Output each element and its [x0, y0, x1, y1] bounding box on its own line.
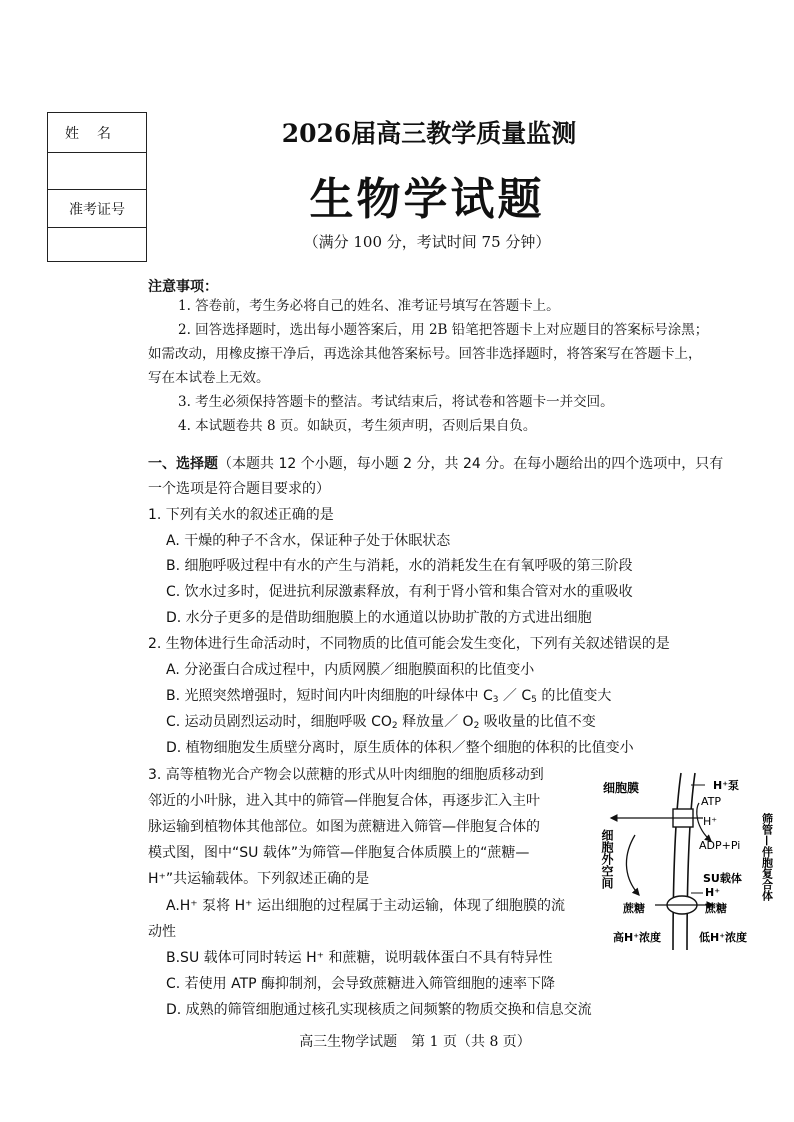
subject-title: 生物学试题: [309, 174, 545, 225]
notice-heading: 注意事项：: [148, 279, 218, 295]
membrane-right-line: [687, 773, 695, 950]
notice-item-3: 3. 考生必须保持答题卡的整洁。考试结束后，将试卷和答题卡一并交回。: [178, 394, 614, 410]
notice-item-2-line2: 如需改动，用橡皮擦干净后，再选涂其他答案标号。回答非选择题时，将答案写在答题卡上，: [148, 346, 702, 362]
q1-option-a: A. 干燥的种子不含水，保证种子处于休眠状态: [166, 533, 451, 549]
q3-option-a-line2: 动性: [148, 924, 176, 940]
sucrose-transport-figure: [595, 765, 785, 955]
q1-stem: 1. 下列有关水的叙述正确的是: [148, 507, 334, 523]
fig-h2-label: H⁺: [705, 886, 721, 899]
section-1-line1: [148, 451, 723, 477]
section-1-line2: 一个选项是符合题目要求的）: [148, 481, 330, 497]
section-1-desc: （本题共 12 个小题，每小题 2 分，共 24 分。在每小题给出的四个选项中，只有: [218, 456, 724, 472]
q3-stem-line1: 3. 高等植物光合产物会以蔗糖的形式从叶肉细胞的细胞质移动到: [148, 767, 544, 783]
fig-pump-label: H⁺泵: [713, 779, 740, 792]
ticket-label: 准考证号: [48, 190, 146, 228]
notice-item-1: 1. 答卷前，考生务必将自己的姓名、准考证号填写在答题卡上。: [178, 298, 560, 314]
q3-option-a-line1: A.H⁺ 泵将 H⁺ 运出细胞的过程属于主动运输，体现了细胞膜的流: [166, 898, 565, 914]
notice-item-4: 4. 本试题卷共 8 页。如缺页，考生须声明，否则后果自负。: [178, 418, 537, 434]
fig-low-h-label: 低H⁺浓度: [699, 931, 748, 944]
q1-option-b: B. 细胞呼吸过程中有水的产生与消耗，水的消耗发生在有氧呼吸的第三阶段: [166, 558, 633, 574]
fig-outside-label: 细胞外空间: [600, 829, 614, 889]
fig-sucrose-left-label: 蔗糖: [623, 902, 645, 915]
notice-item-2-line1: 2. 回答选择题时，选出每小题答案后，用 2B 铅笔把答题卡上对应题目的答案标号涂黑；: [178, 322, 709, 338]
page-footer: 高三生物学试题 第 1 页（共 8 页）: [299, 1034, 531, 1050]
q3-stem-line2: 邻近的小叶脉，进入其中的筛管—伴胞复合体，再逐步汇入主叶: [148, 793, 540, 809]
q3-option-b: B.SU 载体可同时转运 H⁺ 和蔗糖，说明载体蛋白不具有特异性: [166, 950, 553, 966]
q2-option-d: D. 植物细胞发生质壁分离时，原生质体的体积／整个细胞的体积的比值变小: [166, 740, 634, 756]
q2-option-b: B. 光照突然增强时，短时间内叶肉细胞的叶绿体中 $C_3$ ／ $C_5$ 的比值变大: [166, 688, 612, 705]
diffusion-arrow: [626, 835, 639, 895]
q1-option-d: D. 水分子更多的是借助细胞膜上的水通道以协助扩散的方式进出细胞: [166, 610, 592, 626]
q3-stem-line4: 模式图，图中“SU 载体”为筛管—伴胞复合体质膜上的“蔗糖—: [148, 845, 530, 861]
q3-stem-line5: H⁺”共运输载体。下列叙述正确的是: [148, 871, 370, 887]
fig-su-label: SU载体: [703, 872, 742, 885]
score-time: （满分 100 分，考试时间 75 分钟）: [303, 233, 551, 251]
q2-stem: 2. 生物体进行生命活动时，不同物质的比值可能会发生变化，下列有关叙述错误的是: [148, 636, 670, 652]
q1-option-c: C. 饮水过多时，促进抗利尿激素释放，有利于肾小管和集合管对水的重吸收: [166, 584, 633, 600]
fig-membrane-label: 细胞膜: [603, 781, 640, 795]
fig-sucrose-right-label: 蔗糖: [705, 902, 727, 915]
fig-h-label: H⁺: [703, 815, 718, 828]
q3-option-d: D. 成熟的筛管细胞通过核孔实现核质之间频繁的物质交换和信息交流: [166, 1002, 592, 1018]
membrane-left-line: [673, 773, 681, 950]
name-label: 姓名: [48, 113, 146, 153]
notice-item-2-line3: 写在本试卷上无效。: [148, 370, 270, 386]
q2-option-a: A. 分泌蛋白合成过程中，内质网膜／细胞膜面积的比值变小: [166, 662, 535, 678]
exam-title: 2026届高三教学质量监测: [281, 119, 577, 148]
section-1-heading: 一、选择题: [148, 456, 218, 472]
q3-option-c: C. 若使用 ATP 酶抑制剂，会导致蔗糖进入筛管细胞的速率下降: [166, 976, 556, 992]
fig-high-h-label: 高H⁺浓度: [613, 931, 662, 944]
fig-sieve-label: 筛管—伴胞复合体: [760, 813, 774, 901]
q2-option-c: C. 运动员剧烈运动时，细胞呼吸 $CO_2$ 释放量／ $O_2$ 吸收量的比值不变: [166, 714, 596, 731]
q3-stem-line3: 脉运输到植物体其他部位。如图为蔗糖进入筛管—伴胞复合体的: [148, 819, 540, 835]
fig-atp-label: ATP: [701, 795, 722, 808]
fig-adp-label: ADP+Pi: [699, 839, 741, 852]
